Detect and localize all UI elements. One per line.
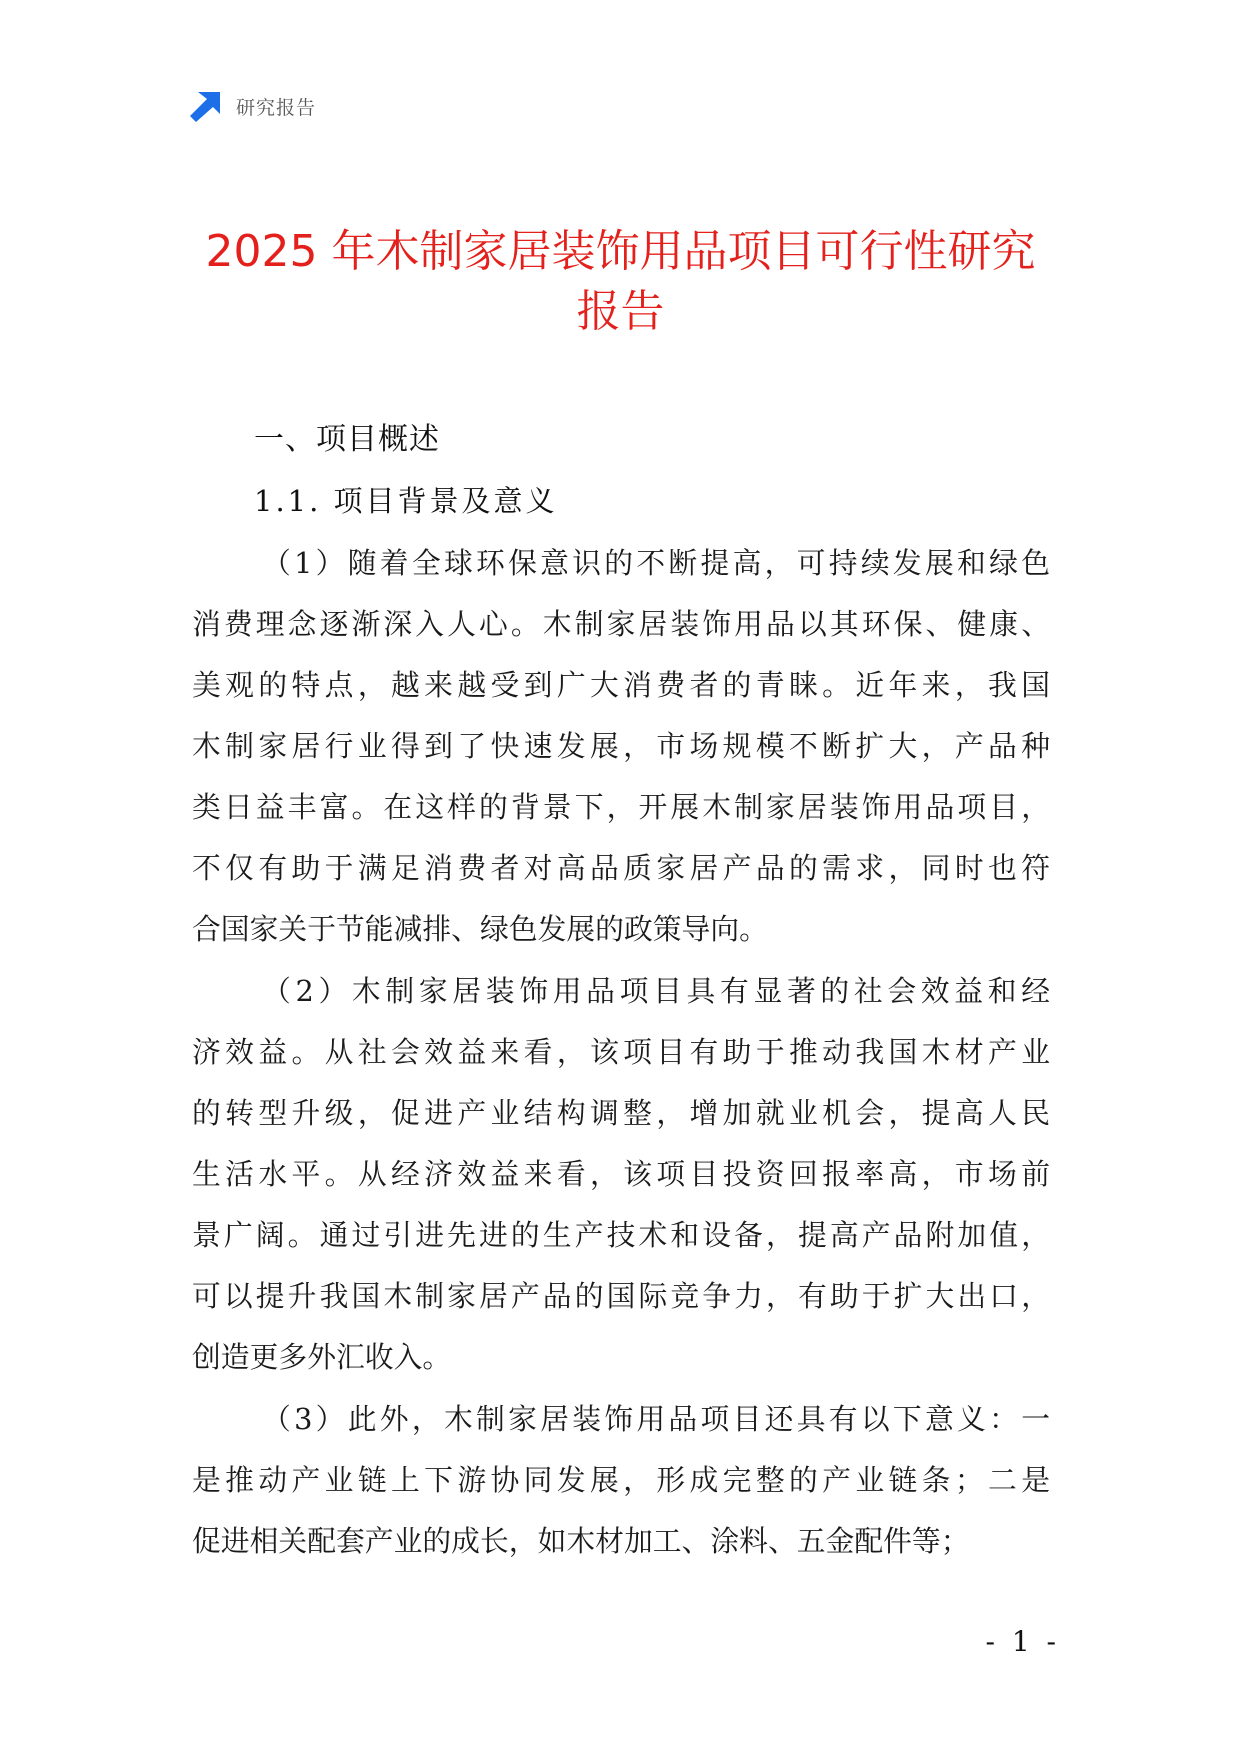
paragraph-line: （1）随着全球环保意识的不断提高，可持续发展和绿色: [262, 546, 1050, 580]
title-line: 报告: [576, 286, 665, 337]
paragraph-3: [192, 1389, 1050, 1572]
paragraph-line: 景广阔。通过引进先进的生产技术和设备，提高产品附加值，: [192, 1218, 1050, 1252]
paragraph-line: （3）此外，木制家居装饰用品项目还具有以下意义：一: [262, 1402, 1050, 1436]
paragraph-2: [192, 961, 1050, 1388]
paragraph-line: 促进相关配套产业的成长，如木材加工、涂料、五金配件等；: [192, 1524, 970, 1558]
paragraph-line: 类日益丰富。在这样的背景下，开展木制家居装饰用品项目，: [192, 790, 1050, 824]
paragraph-line: 济效益。从社会效益来看，该项目有助于推动我国木材产业: [192, 1035, 1050, 1069]
paragraph-line: 的转型升级，促进产业结构调整，增加就业机会，提高人民: [192, 1096, 1050, 1130]
report-header: [190, 88, 316, 124]
arrow-up-right-icon: [190, 90, 222, 122]
paragraph-line: 生活水平。从经济效益来看，该项目投资回报率高，市场前: [192, 1157, 1050, 1191]
paragraph-line: （2）木制家居装饰用品项目具有显著的社会效益和经: [262, 974, 1050, 1008]
paragraph-line: 美观的特点，越来越受到广大消费者的青睐。近年来，我国: [192, 668, 1050, 702]
paragraph-line: 创造更多外汇收入。: [192, 1340, 452, 1374]
title-line: 2025 年木制家居装饰用品项目可行性研究: [205, 226, 1036, 277]
page-number: - 1 -: [985, 1625, 1060, 1658]
subsection-heading: 1.1. 项目背景及意义: [254, 484, 558, 518]
header-label: 研究报告: [236, 96, 317, 119]
paragraph-line: 消费理念逐渐深入人心。木制家居装饰用品以其环保、健康、: [192, 607, 1050, 641]
paragraph-line: 合国家关于节能减排、绿色发展的政策导向。: [192, 912, 768, 946]
paragraph-line: 是推动产业链上下游协同发展，形成完整的产业链条；二是: [192, 1463, 1050, 1497]
document-title: [150, 222, 1091, 342]
paragraph-line: 可以提升我国木制家居产品的国际竞争力，有助于扩大出口，: [192, 1279, 1050, 1313]
section-heading: 一、项目概述: [254, 422, 440, 457]
paragraph-line: 木制家居行业得到了快速发展，市场规模不断扩大，产品种: [192, 729, 1050, 763]
paragraph-1: [192, 533, 1050, 960]
paragraph-line: 不仅有助于满足消费者对高品质家居产品的需求，同时也符: [192, 851, 1050, 885]
